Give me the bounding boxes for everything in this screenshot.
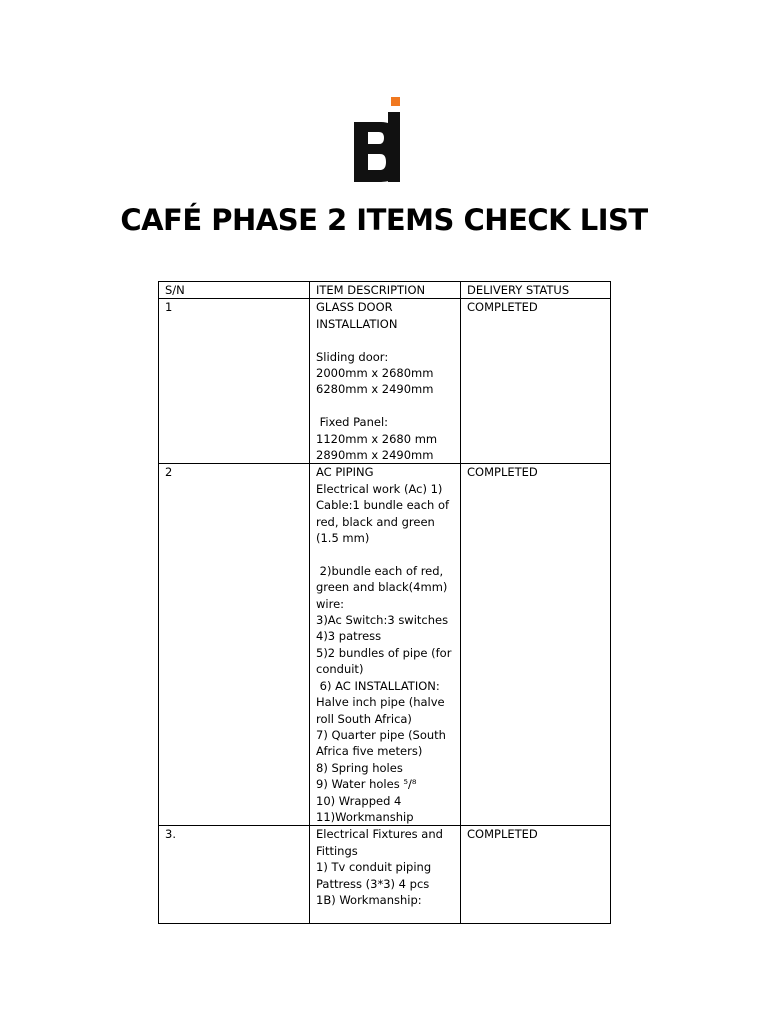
cell-item-description [310, 299, 461, 464]
description-line: 7) Quarter pipe (South [316, 727, 446, 742]
description-line: 1B) Workmanship: [316, 892, 422, 907]
description-line: Fixed Panel: [316, 415, 389, 430]
cell-item-description [310, 464, 461, 826]
description-line: 2)bundle each of red, [316, 563, 444, 578]
description-line: Fittings [316, 843, 358, 858]
cell-sn: 1 [159, 299, 310, 464]
logo-i-stem [388, 112, 400, 182]
description-line: conduit) [316, 662, 364, 677]
description-line: 8) Spring holes [316, 760, 403, 775]
cell-delivery-status: COMPLETED [461, 464, 611, 826]
description-line: 1) Tv conduit piping [316, 860, 432, 875]
cell-sn: 3. [159, 826, 310, 924]
description-line: wire: [316, 596, 345, 611]
table-row [159, 464, 611, 826]
cell-item-description [310, 826, 461, 924]
cell-delivery-status: COMPLETED [461, 826, 611, 924]
header-delivery-status: DELIVERY STATUS [461, 282, 611, 299]
description-line: 6280mm x 2490mm [316, 382, 434, 397]
description-line: 10) Wrapped 4 [316, 793, 402, 808]
description-line: roll South Africa) [316, 711, 412, 726]
table-row [159, 299, 611, 464]
description-spacer [316, 398, 456, 414]
company-logo [352, 96, 404, 184]
description-line: 11)Workmanship [316, 809, 414, 824]
description-spacer [316, 546, 456, 562]
description-line: Electrical work (Ac) 1) [316, 481, 443, 496]
description-line: INSTALLATION [316, 316, 398, 331]
description-line: green and black(4mm) [316, 580, 448, 595]
description-line: 3)Ac Switch:3 switches [316, 613, 449, 628]
header-item-description: ITEM DESCRIPTION [310, 282, 461, 299]
description-line: 6) AC INSTALLATION: [316, 678, 440, 693]
description-line: GLASS DOOR [316, 300, 393, 315]
header-sn: S/N [159, 282, 310, 299]
description-line: Sliding door: [316, 349, 389, 364]
description-line: 9) Water holes ⁵/⁸ [316, 777, 417, 792]
description-spacer [316, 332, 456, 348]
description-line: Pattress (3*3) 4 pcs [316, 876, 430, 891]
description-line: 5)2 bundles of pipe (for [316, 645, 452, 660]
description-line: AC PIPING [316, 465, 374, 480]
description-line: Halve inch pipe (halve [316, 695, 445, 710]
description-line: 2000mm x 2680mm [316, 366, 434, 381]
cell-sn: 2 [159, 464, 310, 826]
description-line: 4)3 patress [316, 629, 382, 644]
description-line: 1120mm x 2680 mm [316, 431, 438, 446]
description-line: 2890mm x 2490mm [316, 448, 434, 463]
items-checklist-table [158, 281, 611, 924]
description-line: Electrical Fixtures and [316, 827, 443, 842]
logo-accent-square [391, 97, 400, 106]
cell-delivery-status: COMPLETED [461, 299, 611, 464]
description-line: Cable:1 bundle each of [316, 498, 450, 513]
description-line: Africa five meters) [316, 744, 423, 759]
table-header-row [159, 282, 611, 299]
table-row [159, 826, 611, 924]
description-line: (1.5 mm) [316, 531, 370, 546]
page-title: CAFÉ PHASE 2 ITEMS CHECK LIST [120, 203, 648, 237]
description-line: red, black and green [316, 514, 435, 529]
